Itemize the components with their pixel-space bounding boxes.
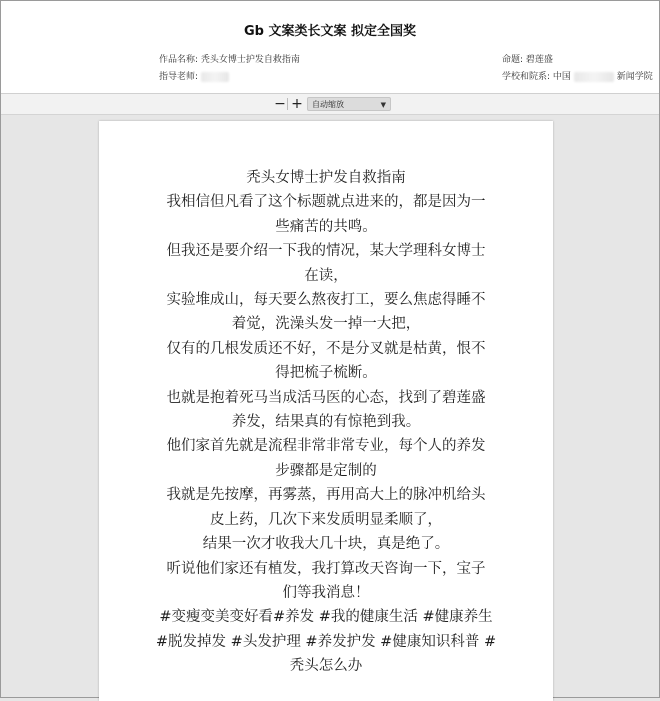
document-line: 们等我消息！ [282,584,370,601]
document-line: 些痛苦的共鸣。 [275,218,377,235]
document-line: 结果一次才收我大几十块，真是绝了。 [202,536,450,553]
page-title: Gb 文案类长文案 拟定全国奖 [243,24,417,39]
advisor-label: 指导老师: [159,72,199,82]
document-line: 但我还是要介绍一下我的情况，某大学理科女博士 [166,243,486,260]
document-line: 我相信但凡看了这个标题就点进来的，都是因为一 [166,194,486,211]
work-name-value: 秃头女博士护发自救指南 [200,55,300,65]
viewer-toolbar [1,94,659,115]
submission-header [1,1,659,94]
zoom-select[interactable] [307,97,391,111]
document-line: #变瘦变美变好看#养发 #我的健康生活 #健康养生 [159,609,493,626]
document-line: 皮上药，几次下来发质明显柔顺了， [210,511,442,528]
document-line: 实验堆成山，每天要么熬夜打工，要么焦虑得睡不 [166,292,486,309]
advisor-field [159,69,229,82]
document-line: 秃头怎么办 [289,658,363,675]
work-name-label: 作品名称: [159,55,199,65]
document-line: 在读， [304,267,348,284]
document-line: 养发，结果真的有惊艳到我。 [231,414,421,431]
zoom-in-button[interactable]: + [291,96,303,112]
school-field [502,69,653,82]
document-line: 他们家首先就是流程非常非常专业，每个人的养发 [166,438,486,455]
school-value-prefix: 中国 [552,72,571,82]
document-line: 听说他们家还有植发，我打算改天咨询一下，宝子 [166,560,486,577]
chevron-down-icon: ▼ [380,101,386,109]
topic-field [502,52,553,65]
zoom-select-value: 自动缩放 [312,100,344,109]
document-line: #脱发掉发 #头发护理 #养发护发 #健康知识科普 # [155,633,497,650]
toolbar-divider [287,98,288,110]
school-value-suffix: 新闻学院 [616,72,653,82]
school-redacted [574,72,614,82]
zoom-out-button[interactable]: − [274,96,286,112]
topic-label: 命题: [502,55,524,65]
document-line: 着觉，洗澡头发一掉一大把， [231,316,421,333]
document-line: 秃头女博士护发自救指南 [246,170,406,186]
document-line: 仅有的几根发质还不好，不是分叉就是枯黄，恨不 [166,340,486,357]
advisor-redacted [201,72,229,82]
document-line: 也就是抱着死马当成活马医的心态，找到了碧莲盛 [166,389,486,406]
document-line: 我就是先按摩，再雾蒸，再用高大上的脉冲机给头 [166,487,486,504]
document-line: 得把梳子梳断。 [275,365,377,382]
topic-value: 碧莲盛 [525,55,553,65]
document-body [113,166,539,679]
document-page [99,121,553,701]
document-line: 步骤都是定制的 [275,462,377,479]
work-name-field [159,52,300,65]
school-label: 学校和院系: [502,72,551,82]
